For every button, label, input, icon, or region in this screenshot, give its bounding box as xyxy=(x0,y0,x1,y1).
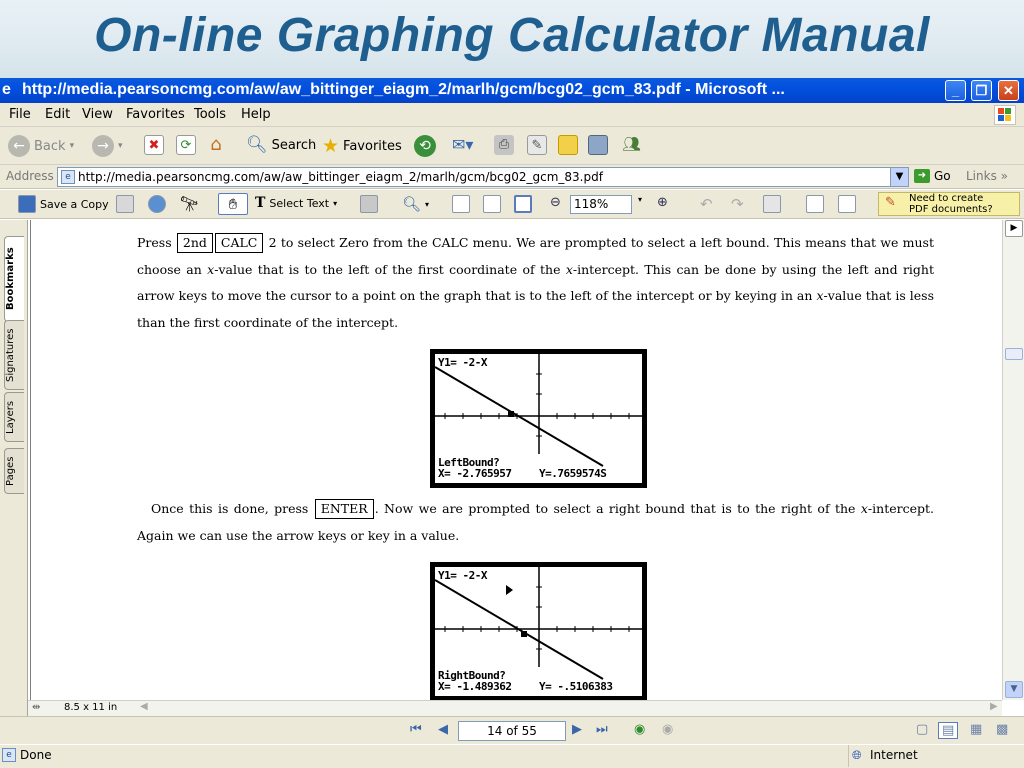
menu-file[interactable]: File xyxy=(9,107,31,122)
p2-x-var: x xyxy=(860,501,868,516)
page-navigation-bar xyxy=(0,716,1024,744)
key-2nd: 2nd xyxy=(177,233,213,253)
facing-pages-icon[interactable]: ▦ xyxy=(970,722,983,737)
facing-icon[interactable] xyxy=(838,195,856,213)
search-icon: 🔍︎ xyxy=(246,135,268,155)
p2-text-c: -intercept. Again we can use the arrow keys or key in a value. xyxy=(137,501,934,543)
continuous-page-icon[interactable]: ▤ xyxy=(938,722,958,739)
ie-page-icon: e xyxy=(2,748,16,762)
zoom-level-field[interactable]: 118% xyxy=(570,195,632,214)
menu-tools[interactable]: Tools xyxy=(194,107,227,122)
scroll-thumb[interactable] xyxy=(1005,348,1023,360)
standard-toolbar xyxy=(0,127,1024,165)
select-text-button[interactable]: T Select Text ▾ xyxy=(255,195,338,211)
status-bar xyxy=(0,744,1024,768)
zoom-in-tool[interactable]: 🔍︎ ▾ xyxy=(402,195,430,213)
p2-text-a: Once this is done, press xyxy=(151,501,309,516)
status-text: Done xyxy=(20,748,52,762)
restore-button[interactable]: ❐ xyxy=(971,80,992,101)
zoom-out-icon[interactable]: ⊖ xyxy=(550,195,561,210)
text-select-icon: T xyxy=(255,195,266,211)
address-label: Address xyxy=(6,169,54,183)
address-url: http://media.pearsoncmg.com/aw/aw_bittinger_eiagm_2/marlh/gcm/bcg02_gcm_83.pdf xyxy=(78,170,603,184)
screen2-xvalue: X= -1.489362 xyxy=(438,680,512,693)
screen1-yvalue: Y=.7659574S xyxy=(539,467,607,480)
p1-text-a: Press xyxy=(137,235,172,250)
stop-icon[interactable]: ✖ xyxy=(144,135,164,155)
links-label: Links xyxy=(966,169,997,183)
acrobat-toolbar xyxy=(0,190,1024,219)
horizontal-scrollbar xyxy=(28,700,1002,716)
p1-text-e: -value that is less than the first coordinate of the intercept. xyxy=(137,288,934,330)
screen2-prompt: RightBound? xyxy=(438,669,506,682)
security-zone: Internet xyxy=(870,748,918,762)
zoom-icon: 🔍︎ xyxy=(402,195,422,213)
save-copy-button[interactable] xyxy=(18,195,109,213)
notes-icon[interactable] xyxy=(558,135,578,155)
menu-favorites[interactable]: Favorites xyxy=(126,107,185,122)
refresh-icon[interactable]: ⟳ xyxy=(176,135,196,155)
address-dropdown-icon[interactable]: ▼ xyxy=(890,168,908,186)
p1-text-c: -value that is to the left of the first coordinate of the xyxy=(214,261,566,277)
navigation-tabs xyxy=(0,220,28,716)
p1-text-b: 2 to select Zero from the CALC menu. We are prompted to select a left bound. This means that we must choose an xyxy=(137,235,934,277)
globe-icon: 🌐︎ xyxy=(852,748,862,762)
first-page-icon[interactable]: ⏮ xyxy=(410,722,422,737)
create-pdf-banner[interactable] xyxy=(878,192,1020,216)
p2-text-b: . Now we are prompted to select a right bound that is to the right of the xyxy=(374,501,861,516)
window-title: http://media.pearsoncmg.com/aw/aw_bittinger_eiagm_2/marlh/gcm/bcg02_gcm_83.pdf - Microsoft ... xyxy=(22,81,785,98)
close-button[interactable]: ✕ xyxy=(998,80,1019,101)
split-handle-icon[interactable]: ⇹ xyxy=(32,702,41,713)
calculator-screen-left-bound xyxy=(430,349,647,488)
ie-icon: e xyxy=(2,81,11,98)
address-bar xyxy=(0,165,1024,189)
print-pdf-icon[interactable] xyxy=(116,195,134,213)
back-button[interactable]: ← Back ▾ xyxy=(8,135,74,157)
favorites-button[interactable] xyxy=(322,135,402,157)
single-page-icon[interactable]: ▢ xyxy=(916,722,929,737)
forward-arrow-icon: → xyxy=(92,135,114,157)
next-view-icon[interactable]: ◉ xyxy=(662,722,674,737)
menu-edit[interactable]: Edit xyxy=(45,107,71,122)
tab-bookmarks[interactable]: Bookmarks xyxy=(4,236,24,322)
last-page-icon[interactable]: ⏭ xyxy=(596,722,608,737)
paragraph-right-bound xyxy=(137,496,934,549)
slide-banner xyxy=(0,0,1024,78)
previous-page-icon[interactable]: ◀ xyxy=(438,722,448,737)
print-icon[interactable]: ⎙ xyxy=(494,135,514,155)
rotate-right-icon[interactable]: ↷ xyxy=(731,195,744,213)
scroll-down-arrow-icon[interactable]: ▼ xyxy=(1005,681,1023,698)
hand-tool-icon[interactable]: ✋︎ xyxy=(218,193,248,215)
minimize-button[interactable]: _ xyxy=(945,80,966,101)
back-arrow-icon: ← xyxy=(8,135,30,157)
zoom-dropdown-icon[interactable]: ▾ xyxy=(638,195,643,204)
home-icon[interactable]: ⌂ xyxy=(210,134,222,155)
pencil-icon: ✎ xyxy=(885,195,896,210)
search-button[interactable] xyxy=(246,135,316,155)
research-icon[interactable] xyxy=(588,135,608,155)
windows-logo-icon xyxy=(994,105,1016,125)
calculator-screen-right-bound xyxy=(430,562,647,700)
screen1-function: Y1= -2-X xyxy=(438,356,487,369)
next-page-icon[interactable]: ▶ xyxy=(572,722,582,737)
need-pdf-line2: PDF documents? xyxy=(909,204,993,215)
actual-size-icon[interactable] xyxy=(452,195,470,213)
find-icon[interactable]: 🔭︎ xyxy=(180,195,200,213)
scroll-left-arrow-icon[interactable]: ◀ xyxy=(140,701,148,712)
page-size-label: 8.5 x 11 in xyxy=(64,702,118,713)
tab-signatures[interactable]: Signatures xyxy=(4,320,24,390)
p1-x-var-2: x xyxy=(565,261,573,277)
history-icon[interactable]: ⟲ xyxy=(414,135,436,157)
scroll-right-arrow-icon[interactable]: ▶ xyxy=(1005,220,1023,237)
go-button[interactable] xyxy=(914,169,951,183)
screen2-yvalue: Y= -.5106383 xyxy=(539,680,613,693)
page-icon: e xyxy=(61,170,75,184)
p1-text-d: -intercept. This can be done by using the left and right arrow keys to move the cursor to a point on the graph that is to the left of the intercept or by keying in an xyxy=(137,261,934,303)
rotate-left-icon[interactable]: ↶ xyxy=(700,195,713,213)
go-label: Go xyxy=(934,169,951,183)
address-field[interactable] xyxy=(57,167,909,187)
key-calc: CALC xyxy=(215,233,263,253)
tab-pages[interactable]: Pages xyxy=(4,448,24,494)
messenger-icon[interactable]: 👥︎ xyxy=(622,135,642,153)
previous-view-icon[interactable]: ◉ xyxy=(634,722,646,737)
need-pdf-line1: Need to create xyxy=(909,193,984,204)
go-arrow-icon: ➜ xyxy=(914,169,930,183)
edit-icon[interactable]: ✎ xyxy=(527,135,547,155)
fit-page-icon[interactable] xyxy=(483,195,501,213)
forward-button[interactable]: → ▾ xyxy=(92,135,123,157)
screen2-function: Y1= -2-X xyxy=(438,569,487,582)
screen1-xvalue: X= -2.765957 xyxy=(438,467,512,480)
menu-help[interactable]: Help xyxy=(241,107,271,122)
favorites-label: Favorites xyxy=(343,138,402,154)
banner-title: On-line Graphing Calculator Manual xyxy=(94,9,930,62)
menu-view[interactable]: View xyxy=(82,107,113,122)
p1-x-var: x xyxy=(207,261,215,277)
vertical-scrollbar[interactable] xyxy=(1002,220,1024,700)
zoom-in-icon[interactable]: ⊕ xyxy=(657,195,668,210)
links-button[interactable]: Links » xyxy=(966,169,1008,183)
p1-x-var-3: x xyxy=(816,288,824,303)
continuous-icon[interactable] xyxy=(806,195,824,213)
tab-layers[interactable]: Layers xyxy=(4,392,24,442)
snapshot-icon[interactable] xyxy=(360,195,378,213)
window-titlebar xyxy=(0,78,1024,103)
email-pdf-icon[interactable] xyxy=(148,195,166,213)
fit-width-icon[interactable] xyxy=(514,195,532,213)
scroll-right-small-arrow-icon[interactable]: ▶ xyxy=(990,701,998,712)
page-number-field[interactable]: 14 of 55 xyxy=(458,721,566,741)
back-label: Back xyxy=(34,138,66,154)
pdf-document-pane xyxy=(30,220,1002,700)
paragraph-left-bound xyxy=(137,230,934,336)
select-text-label: Select Text xyxy=(269,196,330,210)
search-label: Search xyxy=(271,137,317,153)
pages-icon[interactable] xyxy=(763,195,781,213)
save-copy-label: Save a Copy xyxy=(40,197,109,211)
continuous-facing-icon[interactable]: ▩ xyxy=(996,722,1009,737)
key-enter: ENTER xyxy=(315,499,374,519)
floppy-icon xyxy=(18,195,36,213)
star-icon: ★ xyxy=(322,135,340,157)
menu-bar xyxy=(0,103,1024,127)
screen1-prompt: LeftBound? xyxy=(438,456,500,469)
mail-icon[interactable]: ✉▾ xyxy=(452,135,474,154)
